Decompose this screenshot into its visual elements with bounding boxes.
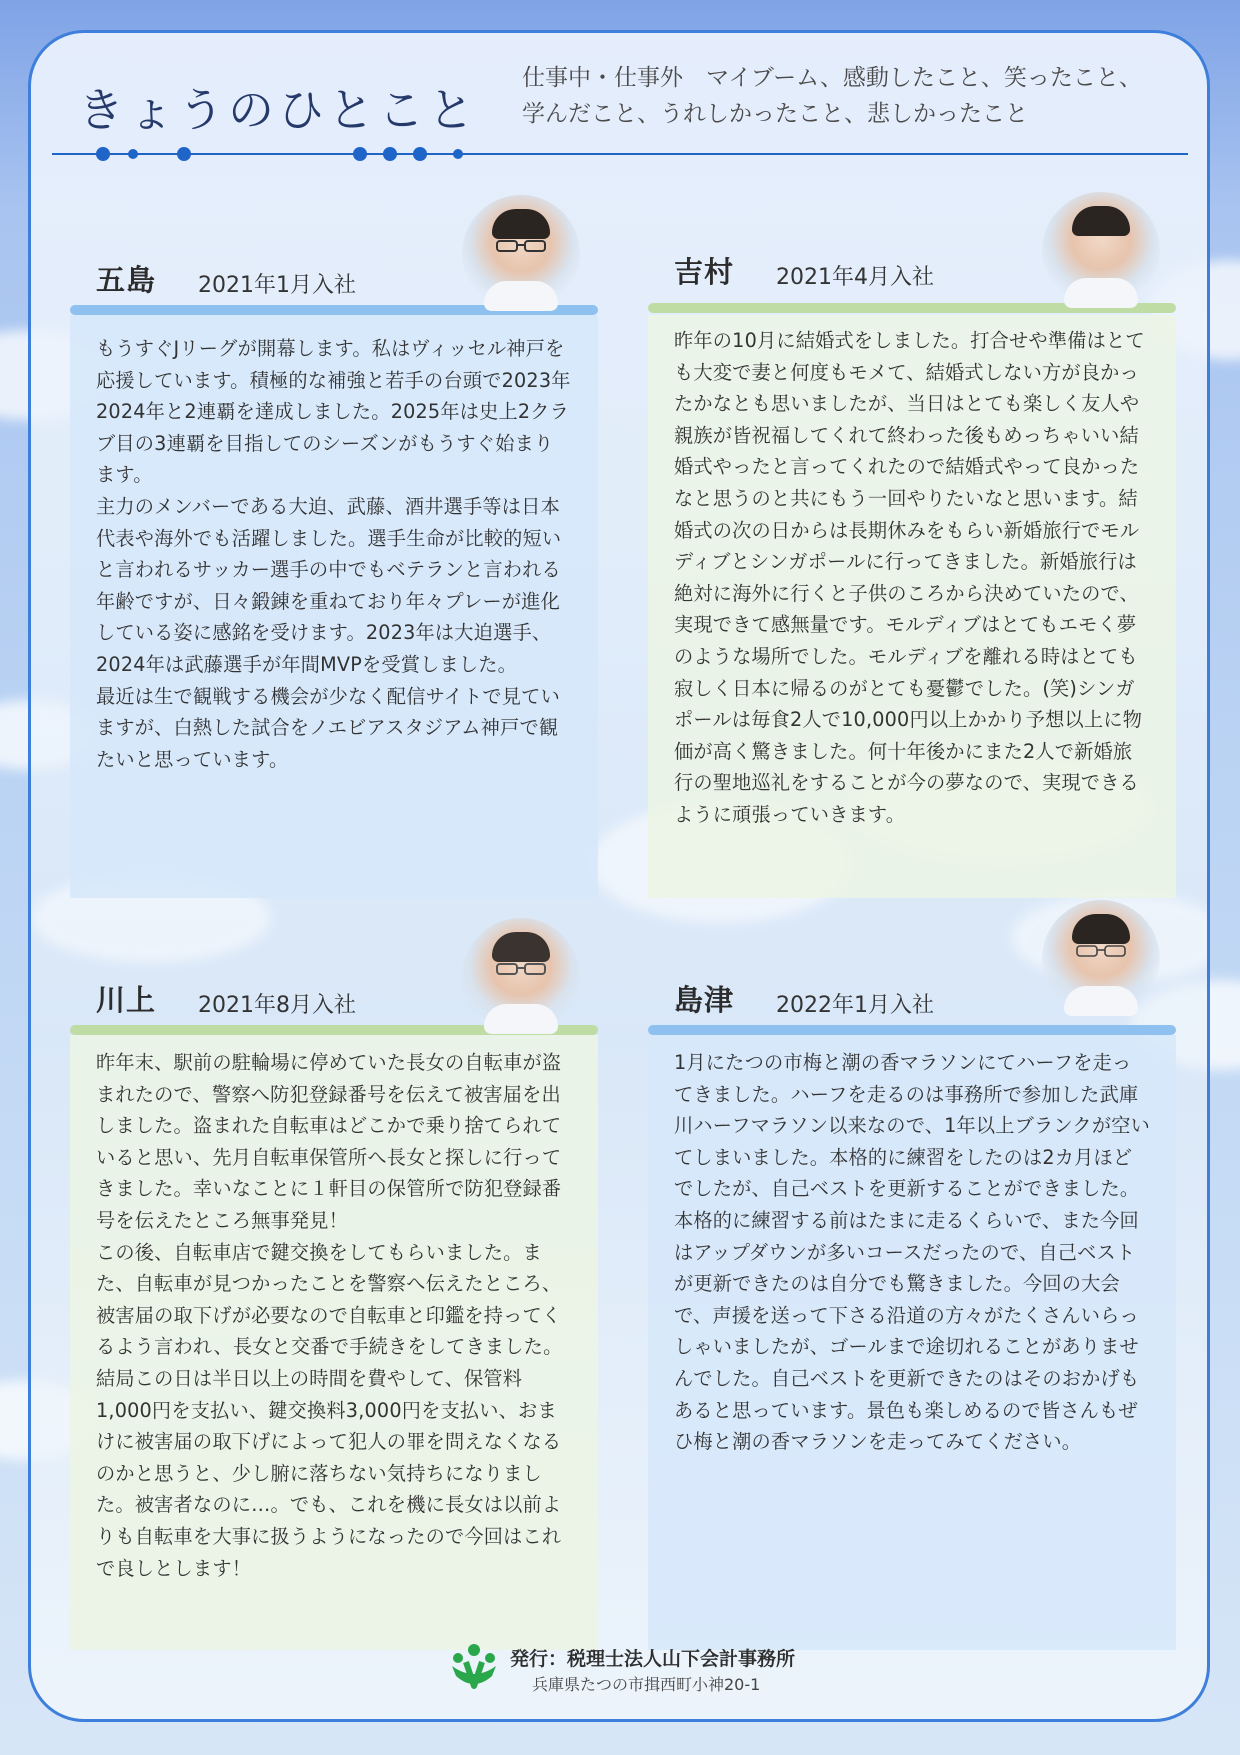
publisher-footer (448, 1640, 868, 1700)
office-logo-icon (448, 1642, 500, 1696)
post-card-goto (70, 245, 598, 898)
header-divider (52, 153, 1188, 155)
author-name: 五島 (96, 263, 157, 297)
join-date: 2022年1月入社 (776, 993, 934, 1018)
page-subtitle (522, 60, 1182, 132)
avatar-photo (462, 195, 580, 313)
post-paragraph: 結局この日は半日以上の時間を費やして、保管料1,000円を支払い、鍵交換料3,000円を支払い、おまけに被害届の取下げによって犯人の罪を問えなくなるのかと思うと、少し腑に落ちない気持ちになりました。被害者なのに…。でも、これを機に長女は以前よりも自転車を大事に扱うようになったので今回はこれで良しとします！ (96, 1366, 562, 1580)
subtitle-line: 仕事中・仕事外 マイブーム、感動したこと、笑ったこと、 (522, 65, 1142, 91)
post-card-shimazu (648, 965, 1176, 1650)
post-body (70, 315, 598, 898)
post-paragraph: この後、自転車店で鍵交換をしてもらいました。また、自転車が見つかったことを警察へ伝えたところ、被害届の取下げが必要なので自転車と印鑑を持ってくるよう言われ、長女と交番で手続きをしてきました。 (96, 1240, 563, 1359)
post-card-kawakami (70, 965, 598, 1650)
post-body (648, 315, 1176, 898)
post-body (648, 1035, 1176, 1650)
join-date: 2021年8月入社 (198, 993, 356, 1018)
author-name: 川上 (96, 983, 157, 1017)
post-paragraph: もうすぐJリーグが開幕します。私はヴィッセル神戸を応援しています。積極的な補強と若手の台頭で2023年2024年と2連覇を達成しました。2025年は史上2クラブ目の3連覇を目指してのシーズンがもうすぐ始まります。 (96, 337, 571, 487)
join-date: 2021年1月入社 (198, 273, 356, 298)
publisher-name: 発行：税理士法人山下会計事務所 (510, 1648, 796, 1670)
author-name: 島津 (674, 983, 735, 1017)
post-paragraph: 主力のメンバーである大迫、武藤、酒井選手等は日本代表や海外でも活躍しました。選手生命が比較的短いと言われるサッカー選手の中でもベテランと言われる年齢ですが、日々鍛錬を重ねており年々プレーが進化している姿に感銘を受けます。2023年は大迫選手、2024年は武藤選手が年間MVPを受賞しました。 (96, 494, 562, 676)
post-card-yoshimura (648, 245, 1176, 898)
avatar-photo (462, 918, 580, 1036)
post-paragraph: 昨年末、駅前の駐輪場に停めていた長女の自転車が盗まれたので、警察へ防犯登録番号を伝えて被害届を出しました。盗まれた自転車はどこかで乗り捨てられていると思い、先月自転車保管所へ長女と探しに行ってきました。幸いなことに１軒目の保管所で防犯登録番号を伝えたところ無事発見！ (96, 1051, 562, 1232)
post-body (70, 1035, 598, 1650)
join-date: 2021年4月入社 (776, 265, 934, 290)
accent-bar (648, 1025, 1176, 1035)
avatar-photo (1042, 192, 1160, 310)
avatar-photo (1042, 900, 1160, 1018)
page-title: きょうのひとこと (78, 83, 478, 137)
post-paragraph: 昨年の10月に結婚式をしました。打合せや準備はとても大変で妻と何度もモメて、結婚式しない方が良かったかなとも思いましたが、当日はとても楽しく友人や親族が皆祝福してくれて終わった後もめっちゃいい結婚式やったと言ってくれたので結婚式やって良かったなと思うのと共にもう一回やりたいなと思います。結婚式の次の日からは長期休みをもらい新婚旅行でモルディブとシンガポールに行ってきました。新婚旅行は絶対に海外に行くと子供のころから決めていたので、実現できて感無量です。モルディブはとてもエモく夢のような場所でした。モルディブを離れる時はとても寂しく日本に帰るのがとても憂鬱でした。(笑)シンガポールは毎食2人で10,000円以上かかり予想以上に物価が高く驚きました。何十年後かにまた2人で新婚旅行の聖地巡礼をすることが今の夢なので、実現できるように頑張っていきます。 (674, 329, 1145, 826)
publisher-address: 兵庫県たつの市揖西町小神20-1 (532, 1675, 761, 1694)
post-paragraph: 最近は生で観戦する機会が少なく配信サイトで見ていますが、白熱した試合をノエビアスタジアム神戸で観たいと思っています。 (96, 684, 560, 771)
author-name: 吉村 (674, 255, 735, 289)
subtitle-line: 学んだこと、うれしかったこと、悲しかったこと (522, 101, 1028, 127)
post-paragraph: 1月にたつの市梅と潮の香マラソンにてハーフを走ってきました。ハーフを走るのは事務所で参加した武庫川ハーフマラソン以来なので、1年以上ブランクが空いてしまいました。本格的に練習をしたのは2カ月ほどでしたが、自己ベストを更新することができました。本格的に練習する前はたまに走るくらいで、また今回はアップダウンが多いコースだったので、自己ベストが更新できたのは自分でも驚きました。今回の大会で、声援を送って下さる沿道の方々がたくさんいらっしゃいましたが、ゴールまで途切れることがありませんでした。自己ベストを更新できたのはそのおかげもあると思っています。景色も楽しめるので皆さんもぜひ梅と潮の香マラソンを走ってみてください。 (674, 1051, 1150, 1454)
